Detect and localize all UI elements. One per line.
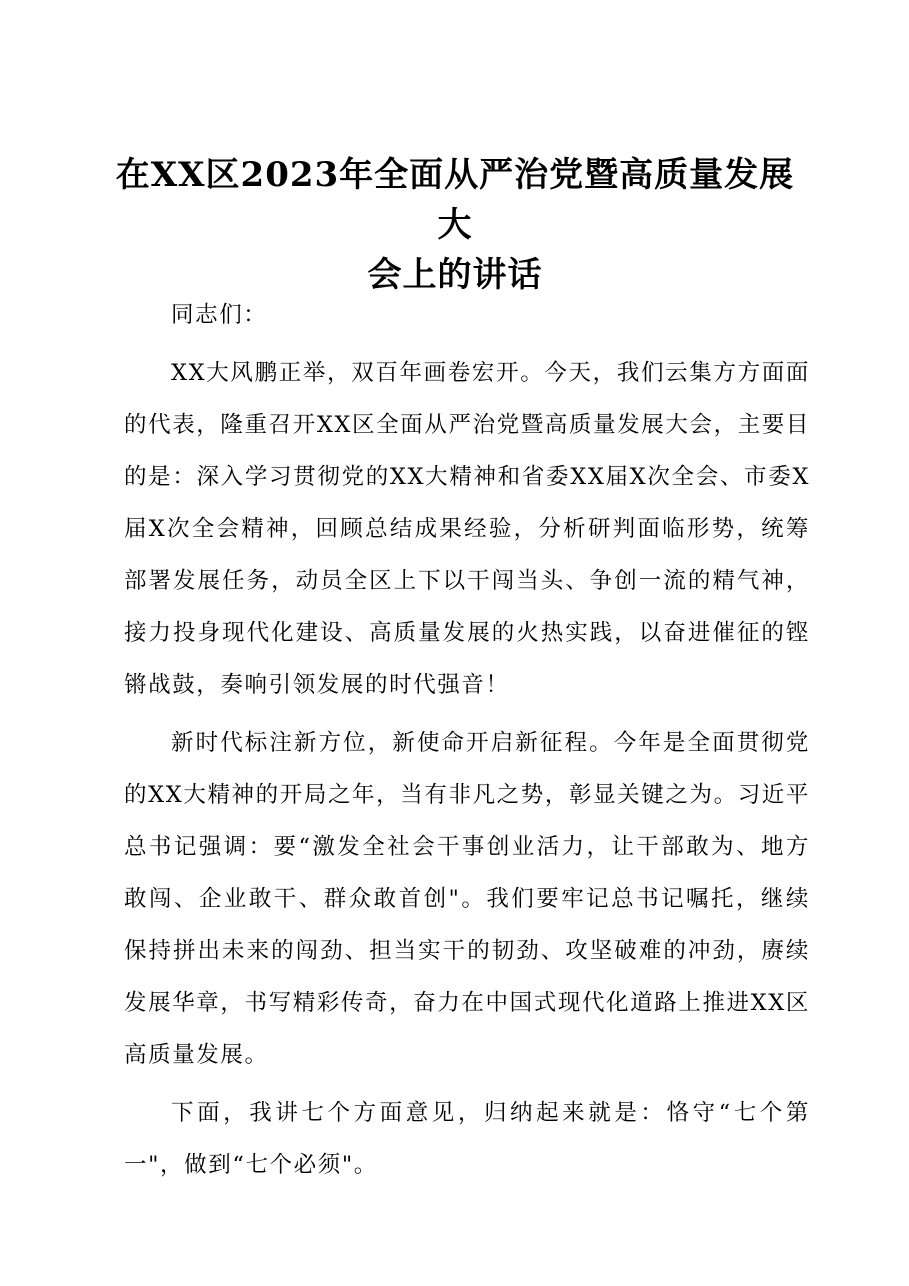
paragraph-2: 新时代标注新方位，新使命开启新征程。今年是全面贯彻党的XX大精神的开局之年，当有非凡之势，彰显关键之为。习近平总书记强调：要“激发全社会干事创业活力，让干部敢为、地方敢闯、企业敢干、群众敢首创"。我们要牢记总书记嘱托，继续保持拼出未来的闯劲、担当实干的韧劲、攻坚破难的冲劲，赓续发展华章，书写精彩传奇，奋力在中国式现代化道路上推进XX区高质量发展。 (124, 730, 810, 1068)
document-title (112, 150, 798, 300)
paragraph-3: 下面，我讲七个方面意见，归纳起来就是：恪守“七个第一"，做到“七个必须"。 (124, 1100, 810, 1178)
title-line-1: 在XX区2023年全面从严治党暨高质量发展大 (115, 155, 795, 245)
title-line-2: 会上的讲话 (367, 255, 543, 295)
salutation: 同志们： (171, 302, 268, 328)
paragraph-1: XX大风鹏正举，双百年画卷宏开。今天，我们云集方方面面的代表，隆重召开XX区全面从严治党暨高质量发展大会，主要目的是：深入学习贯彻党的XX大精神和省委XX届X次全会、市委X届X次全会精神，回顾总结成果经验，分析研判面临形势，统筹部署发展任务，动员全区上下以干闯当头、争创一流的精气神，接力投身现代化建设、高质量发展的火热实践，以奋进催征的铿锵战鼓，奏响引领发展的时代强音！ (124, 360, 810, 698)
document-body (124, 289, 810, 1197)
